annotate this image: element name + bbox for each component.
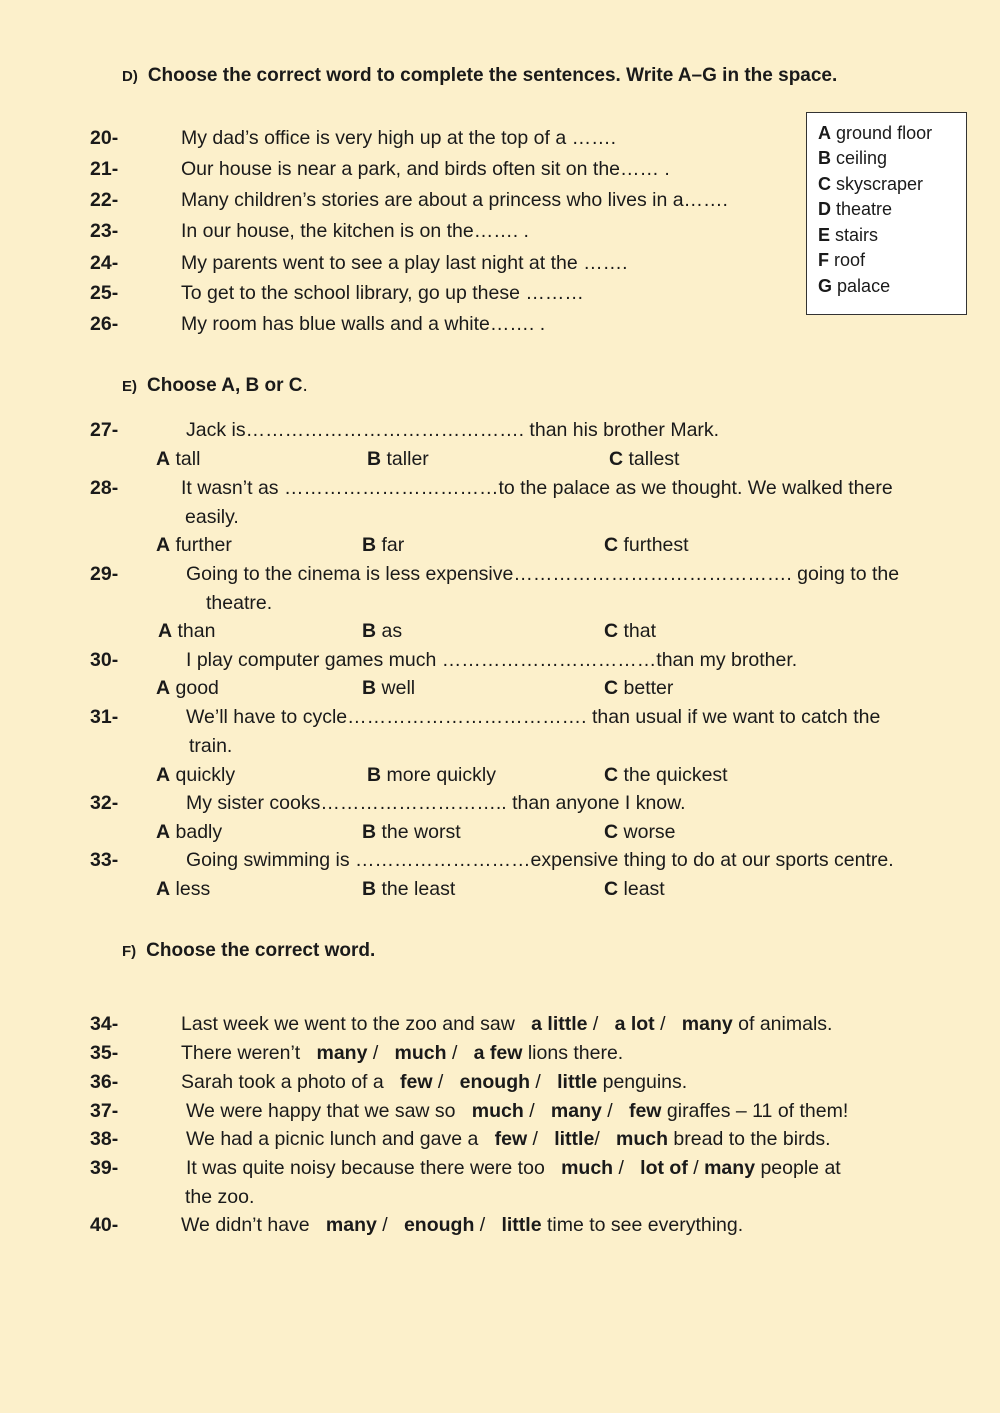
- choice-c: C that: [604, 620, 657, 642]
- question-number: 34-: [90, 1013, 119, 1035]
- option-item: A ground floor: [818, 123, 933, 143]
- question-text: In our house, the kitchen is on the……. .: [181, 220, 529, 242]
- question-text: We didn’t have many / enough / little time to see everything.: [181, 1214, 744, 1236]
- option-item: E stairs: [818, 225, 879, 245]
- question-text: Many children’s stories are about a princess who lives in a…….: [181, 189, 728, 211]
- question-text: I play computer games much ……………………………than my brother.: [186, 649, 798, 671]
- question-number: 31-: [90, 706, 119, 728]
- question-number: 28-: [90, 477, 119, 499]
- section-e-title: Choose A, B or C: [147, 375, 303, 396]
- question-number: 29-: [90, 563, 119, 585]
- choice-b: B more quickly: [367, 764, 496, 786]
- option-item: F roof: [818, 250, 866, 270]
- question-text-continued: train.: [189, 735, 233, 757]
- choice-a: A good: [156, 677, 219, 699]
- choice-a: A than: [158, 620, 216, 642]
- option-item: B ceiling: [818, 148, 888, 168]
- question-text: My dad’s office is very high up at the top of a …….: [181, 127, 617, 149]
- section-f-letter: F): [122, 943, 137, 960]
- choice-c: C furthest: [604, 534, 689, 556]
- choice-b: B the least: [362, 878, 456, 900]
- question-text-continued: the zoo.: [185, 1186, 255, 1208]
- question-text: Last week we went to the zoo and saw a little / a lot / many of animals.: [181, 1013, 833, 1035]
- question-text: Jack is……………………………………. than his brother Mark.: [186, 419, 720, 441]
- question-text: My room has blue walls and a white……. .: [181, 313, 546, 335]
- section-f-header: [122, 939, 375, 964]
- choice-a: A quickly: [156, 764, 236, 786]
- question-number: 27-: [90, 419, 119, 441]
- section-e-header: E) Choose A, B or C.: [122, 375, 308, 396]
- question-text: Our house is near a park, and birds often sit on the…… .: [181, 158, 670, 180]
- choice-b: B the worst: [362, 821, 461, 843]
- question-number: 20-: [90, 127, 119, 149]
- question-text-continued: easily.: [185, 506, 239, 528]
- question-text: We’ll have to cycle………………………………. than usual if we want to catch the: [186, 706, 881, 728]
- option-item: C skyscraper: [818, 174, 924, 194]
- question-text: My parents went to see a play last night at the …….: [181, 252, 628, 274]
- question-text: My sister cooks……………………….. than anyone I know.: [186, 792, 686, 814]
- choice-c: C worse: [604, 821, 676, 843]
- question-number: 26-: [90, 313, 119, 335]
- question-text: Going to the cinema is less expensive……………………………………. going to the: [186, 563, 900, 585]
- choice-a: A tall: [156, 448, 201, 470]
- question-text: Sarah took a photo of a few / enough / little penguins.: [181, 1071, 688, 1093]
- choice-c: C better: [604, 677, 674, 699]
- question-number: 32-: [90, 792, 119, 814]
- question-text: We had a picnic lunch and gave a few / little/ much bread to the birds.: [186, 1128, 831, 1150]
- choice-b: B far: [362, 534, 405, 556]
- question-number: 37-: [90, 1100, 119, 1122]
- question-number: 33-: [90, 849, 119, 871]
- question-text: To get to the school library, go up these ………: [181, 282, 584, 304]
- question-number: 24-: [90, 252, 119, 274]
- choice-b: B taller: [367, 448, 429, 470]
- question-text: Going swimming is ………………………expensive thing to do at our sports centre.: [186, 849, 894, 871]
- choice-c: C the quickest: [604, 764, 728, 786]
- word-options-box: [806, 112, 967, 315]
- choice-b: B as: [362, 620, 403, 642]
- question-number: 36-: [90, 1071, 119, 1093]
- question-text-continued: theatre.: [206, 592, 273, 614]
- choice-c: C least: [604, 878, 665, 900]
- option-item: D theatre: [818, 199, 893, 219]
- question-number: 22-: [90, 189, 119, 211]
- question-number: 39-: [90, 1157, 119, 1179]
- question-number: 23-: [90, 220, 119, 242]
- section-f-title: Choose the correct word.: [146, 940, 376, 961]
- question-text: It was quite noisy because there were too much / lot of / many people at: [186, 1157, 841, 1179]
- section-d-letter: D): [122, 68, 138, 85]
- question-text: We were happy that we saw so much / many / few giraffes – 11 of them!: [186, 1100, 849, 1122]
- choice-a: A badly: [156, 821, 223, 843]
- question-number: 30-: [90, 649, 119, 671]
- choice-c: C tallest: [609, 448, 680, 470]
- choice-a: A less: [156, 878, 211, 900]
- choice-b: B well: [362, 677, 416, 699]
- section-d-header: [122, 64, 837, 89]
- choice-a: A further: [156, 534, 232, 556]
- question-number: 40-: [90, 1214, 119, 1236]
- question-number: 25-: [90, 282, 119, 304]
- question-text: It wasn’t as ……………………………to the palace as we thought. We walked there: [181, 477, 893, 499]
- option-item: G palace: [818, 276, 891, 296]
- question-text: There weren’t many / much / a few lions there.: [181, 1042, 624, 1064]
- section-d-title: Choose the correct word to complete the sentences. Write A–G in the space.: [147, 65, 838, 86]
- section-e-letter: E): [122, 378, 137, 395]
- question-number: 35-: [90, 1042, 119, 1064]
- question-number: 38-: [90, 1128, 119, 1150]
- question-number: 21-: [90, 158, 119, 180]
